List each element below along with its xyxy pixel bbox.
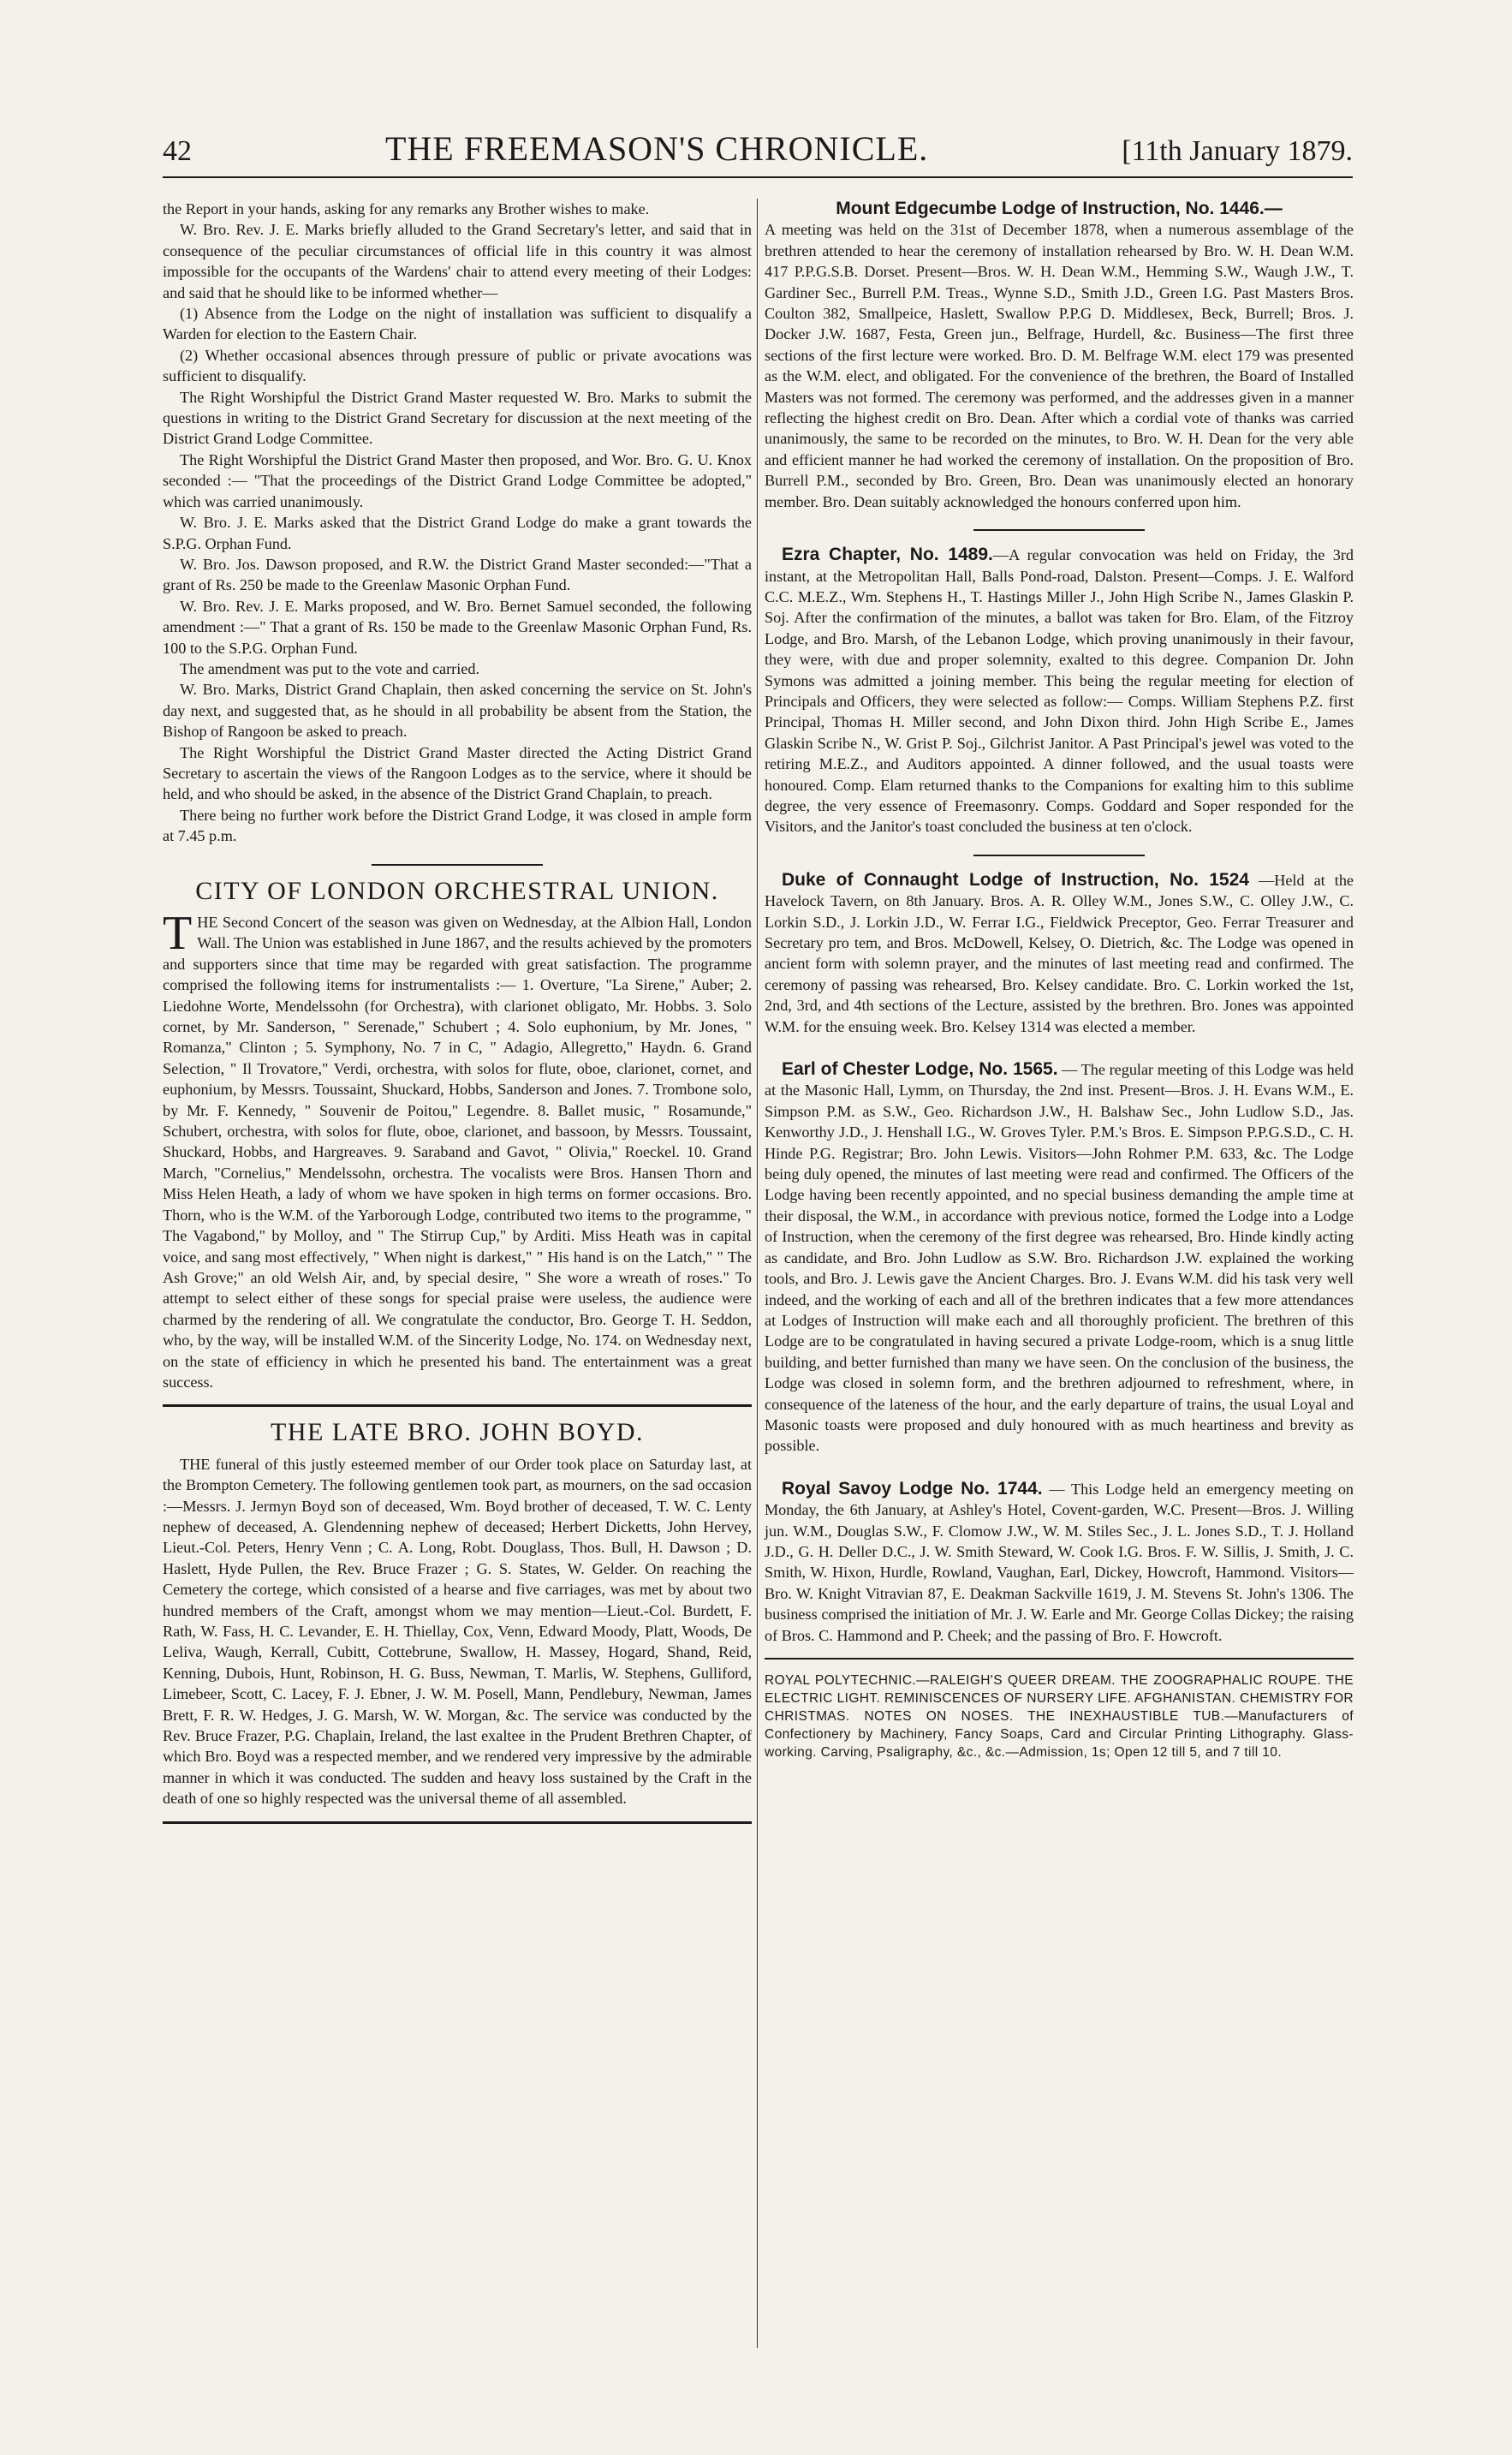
section-divider [163, 1821, 752, 1824]
ezra-heading: Ezra Chapter, No. 1489. [782, 545, 993, 565]
savoy-body: — This Lodge held an emergency meeting on Monday, the 6th January, at Ashley's Hotel, Covent-garden, W.C. Present—Bros. J. Willing jun. W.M., Douglas S.W., F. Clomow J.W., W. M. Stiles Sec., J. L. Jones S.D., T. J. Holland J.D., G. H. Deller D.C., J. W. Smith Steward, W. Cook I.G. Bros. F. W. Sillis, J. Smith, J. C. Smith, W. Hixon, Hurdle, Rowland, Vaughan, Earl, Dickey, Howcroft, Hammond. Visitors—Bro. W. Knight Vitravian 87, E. Deakman Sackville 1619, J. M. Stevens St. John's 1306. The business comprised the initiation of Mr. J. W. Earle and Mr. George Collas Dickey; the raising of Bros. C. Hammond and P. Cheek; and the passing of Bro. F. Howcroft. [765, 1480, 1354, 1644]
intro-paragraph: The Right Worshipful the District Grand Master directed the Acting District Grand Secretary to ascertain the views of the Rangoon Lodges as to the service, where it should be held, and who should be asked, in the absence of the District Grand Chaplain, to preach. [163, 743, 752, 803]
ezra-body: —A regular convocation was held on Friday, the 3rd instant, at the Metropolitan Hall, Balls Pond-road, Dalston. Present—Comps. J. E. Walford C.C. M.E.Z., Wm. Stephens H., T. Hastings Miller J., John High Scribe N., James Glaskin P. Soj. After the confirmation of the minutes, a ballot was taken for Bro. Elam, of the Fitzroy Lodge, and Bro. Marsh, of the Lebanon Lodge, which proving unanimously in their favour, they were, with due and proper solemnity, exalted to this degree. Companion Dr. John Symons was admitted a joining member. This being the regular meeting for election of Principals and Officers, they were selected as follow:— Comps. William Stephens P.Z. first Principal, Thomas H. Miller second, and John Dixon third. John High Scribe E., James Glaskin Scribe N., W. Grist P. Soj., Gilchrist Janitor. A Past Principal's jewel was voted to the retiring M.E.Z., and Auditors appointed. A dinner followed, and the usual toasts were honoured. Comp. Elam returned thanks to the Companions for exalting him to this sublime degree, the very essence of Freemasonry. Comps. Goddard and Soper responded for the Visitors, and the Janitor's toast concluded the business at ten o'clock. [765, 546, 1354, 836]
left-column [163, 199, 752, 1836]
issue-date: [11th January 1879. [1122, 135, 1353, 167]
mount-edgecumbe-body: A meeting was held on the 31st of December 1878, when a numerous assemblage of the brethren attended to hear the ceremony of installation rehearsed by Bro. W. H. Dean W.M. 417 P.P.G.S.B. Dorset. Present—Bros. W. H. Dean W.M., Hemming S.W., Waugh J.W., T. Gardiner Sec., Burrell P.M. Treas., Wynne S.D., Smith J.D., Green I.G. Past Masters Bros. Coulton 382, Smallpeice, Haslett, Swallow P.P.G D. Middlesex, Beck, Burrell; Bros. J. Docker J.W. 1687, Festa, Green jun., Belfrage, Hurdell, &c. Business—The first three sections of the first lecture were worked. Bro. D. M. Belfrage W.M. elect 179 was presented as the W.M. elect, and obligated. For the convenience of the brethren, the Board of Installed Masters was not formed. The ceremony was performed, and the addresses given in a manner reflecting the highest credit on Bro. Dean. After which a cordial vote of thanks was carried unanimously, the same to be recorded on the minutes, to Bro. W. H. Dean for the very able and efficient manner he had worked the ceremony of installation. On the proposition of Bro. Burrell P.M., seconded by Bro. Green, Bro. Dean was unanimously elected an honorary member. Bro. Dean suitably acknowledged the honours conferred upon him. [765, 221, 1354, 510]
page-number: 42 [163, 135, 192, 167]
section-divider [973, 529, 1145, 531]
section-divider [973, 855, 1145, 856]
chester-article [765, 1059, 1354, 1457]
connaught-body: —Held at the Havelock Tavern, on 8th January. Bros. A. R. Olley W.M., Jones S.W., C. Olley J.W., C. Lorkin S.D., J. Lorkin J.D., W. Ferrar I.G., Fieldwick Preceptor, Geo. Ferrar Treasurer and Secretary pro tem, and Bros. McDowell, Kelsey, O. Dietrich, &c. The Lodge was opened in ancient form with solemn prayer, and the minutes of last meeting read and confirmed. The ceremony of passing was rehearsed, Bro. Kelsey candidate. Bro. C. Lorkin worked the 1st, 2nd, 3rd, and 4th sections of the Lecture, assisted by the brethren. Bro. Jones was appointed W.M. for the ensuing week. Bro. Kelsey 1314 was elected a member. [765, 871, 1354, 1035]
intro-paragraph: The amendment was put to the vote and carried. [180, 659, 479, 677]
page-header [163, 128, 1353, 178]
mount-edgecumbe-heading: Mount Edgecumbe Lodge of Instruction, No. 1446.— [836, 199, 1283, 218]
section-divider [163, 1404, 752, 1407]
intro-paragraph: W. Bro. Jos. Dawson proposed, and R.W. the District Grand Master seconded:—"That a grant of Rs. 250 be made to the Greenlaw Masonic Orphan Fund. [163, 555, 752, 594]
intro-paragraph: W. Bro. Marks, District Grand Chaplain, then asked concerning the service on St. John's day next, and suggested that, as he should in all probability be absent from the Station, the Bishop of Rangoon be asked to preach. [163, 681, 752, 741]
section-divider [765, 1658, 1354, 1660]
intro-paragraph: The Right Worshipful the District Grand Master then proposed, and Wor. Bro. G. U. Knox seconded :— "That the proceedings of the District Grand Lodge Committee be adopted," which was carried unanimously. [163, 450, 752, 510]
intro-paragraph: There being no further work before the District Grand Lodge, it was closed in ample form at 7.45 p.m. [163, 806, 752, 845]
column-divider [757, 199, 758, 2348]
intro-paragraph: (1) Absence from the Lodge on the night of installation was sufficient to disqualify a Warden for election to the Eastern Chair. [163, 305, 752, 343]
ezra-article [765, 545, 1354, 837]
connaught-article [765, 870, 1354, 1037]
drop-cap: T [163, 907, 193, 960]
savoy-article [765, 1479, 1354, 1646]
orchestral-article [163, 907, 752, 1392]
savoy-heading: Royal Savoy Lodge No. 1744. [782, 1478, 1043, 1499]
chester-body: — The regular meeting of this Lodge was held at the Masonic Hall, Lymm, on Thursday, the 2nd inst. Present—Bros. J. H. Evans W.M., E. Simpson P.M. as S.W., Geo. Richardson J.W., H. Balshaw Sec., John Ludlow S.D., Jas. Kenworthy J.D., J. Henshall I.G., W. Groves Tyler. P.M.'s Bros. E. Simpson P.P.G.S.D., C. H. Hinde P.G. Registrar; Bro. John Lewis. Visitors—John Rohmer P.M. 633, &c. The Lodge being duly opened, the minutes of last meeting were read and confirmed. The Officers of the Lodge having been recently appointed, and no special business demanding the ample time at their disposal, the W.M., in accordance with previous notice, formed the Lodge into a Lodge of Instruction, when the ceremony of the first degree was rehearsed, Bro. Hinde kindly acting as candidate, and Bro. John Ludlow as S.W. Bro. Richardson J.W. explained the working tools, and Bro. J. Lewis gave the Ancient Charges. Bro. J. Evans W.M. did his task very well indeed, and the working of each and all of the brethren indicates that a few more attendances at Lodges of Instruction will make each and all thoroughly proficient. The brethren of this Lodge are to be congratulated in having secured a private Lodge-room, which is a snug little building, and better furnished than many we have seen. On the conclusion of the business, the Lodge was closed in solemn form, and the brethren adjourned to refreshment, where, in consequence of the lateness of the hour, and the early departure of trains, the usual Loyal and Masonic toasts were proposed and duly honoured with as much heartiness and brevity as possible. [765, 1061, 1354, 1455]
intro-paragraph: W. Bro. Rev. J. E. Marks proposed, and W. Bro. Bernet Samuel seconded, the following amendment :—" That a grant of Rs. 150 be made to the Greenlaw Masonic Orphan Fund, Rs. 100 to the S.P.G. Orphan Fund. [163, 597, 752, 657]
connaught-heading: Duke of Connaught Lodge of Instruction, No. 1524 [782, 869, 1249, 890]
orchestral-body: HE Second Concert of the season was given on Wednesday, at the Albion Hall, London Wall. The Union was established in June 1867, and the results achieved by the promoters and supporters since that time may be regarded with great satisfaction. The programme comprised the following items for instrumentalists :— 1. Overture, "La Sirene," Auber; 2. Liedohne Worte, Mendelssohn (for Orchestra), with clarionet obligato, Mr. Hobbs. 3. Solo cornet, by Mr. Sanderson, " Serenade," Schubert ; 4. Solo euphonium, by Mr. Jones, " Romanza," Clinton ; 5. Symphony, No. 7 in C, " Adagio, Allegretto," Haydn. 6. Grand Selection, " Il Trovatore," Verdi, orchestra, with solos for flute, oboe, clarionet, cornet, and euphonium, by Messrs. Toussaint, Shuckard, Hobbs, Sanderson and Jones. 7. Trombone solo, by Mr. F. Kennedy, " Souvenir de Poitou," Legendre. 8. Ballet music, " Rosamunde," Schubert, orchestra, with solos for flute, oboe, clarionet, and bassoon, by Messrs. Toussaint, Shuckard, Hobbs, and Hargreaves. 9. Saraband and Gavot, " Olivia," Roeckel. 10. Grand March, "Cornelius," Mendelssohn, orchestra. The vocalists were Bros. Hansen Thorn and Miss Helen Heath, a lady of whom we have spoken in high terms on former occasions. Bro. Thorn, who is the W.M. of the Yarborough Lodge, contributed two items to the programme, " The Vagabond," by Molloy, and " The Stirrup Cup," by Arditi. Miss Heath was in capital voice, and sang most effectively, " When night is darkest," " His hand is on the Latch," " The Ash Grove;" an old Welsh Air, and, by special desire, " She wore a wreath of roses." To attempt to select either of these songs for special praise were useless, the audience were charmed by the rendering of all. We congratulate the conductor, Bro. George T. H. Seddon, who, by the way, will be installed W.M. of the Sincerity Lodge, No. 174. on Wednesday next, on the state of efficiency in which he presented his band. The entertainment was a great success. [163, 914, 752, 1391]
polytechnic-advertisement: ROYAL POLYTECHNIC.—RALEIGH'S QUEER DREAM. THE ZOOGRAPHALIC ROUPE. THE ELECTRIC LIGHT. REMINISCENCES OF NURSERY LIFE. AFGHANISTAN. CHEMISTRY FOR CHRISTMAS. NOTES ON NOSES. THE INEXHAUSTIBLE TUB.—Manufacturers of Confectionery by Machinery, Fancy Soaps, Card and Circular Printing Lithography. Glass-working. Carving, Psaligraphy, &c., &c.—Admission, 1s; Open 12 till 5, and 7 till 10. [765, 1673, 1354, 1760]
orchestral-title: CITY OF LONDON ORCHESTRAL UNION. [195, 876, 719, 905]
intro-paragraph: W. Bro. Rev. J. E. Marks briefly alluded to the Grand Secretary's letter, and said that in consequence of the peculiar circumstances of official life in this country it was almost impossible for the occupants of the Wardens' chair to attend every meeting of their Lodges: and said that he should like to be informed whether— [163, 221, 752, 301]
boyd-title: THE LATE BRO. JOHN BOYD. [271, 1418, 644, 1447]
intro-paragraph: the Report in your hands, asking for any remarks any Brother wishes to make. [163, 200, 650, 217]
section-divider [372, 864, 543, 866]
intro-paragraph: (2) Whether occasional absences through pressure of public or private avocations was sufficient to disqualify. [163, 346, 752, 385]
boyd-body: THE funeral of this justly esteemed member of our Order took place on Saturday last, at the Brompton Cemetery. The following gentlemen took part, as mourners, on the sad occasion :—Messrs. J. Jermyn Boyd son of deceased, Wm. Boyd brother of deceased, T. W. C. Lenty nephew of deceased, A. Glendenning nephew of deceased; Herbert Dicketts, John Hervey, Lieut.-Col. Peters, Henry Venn ; C. A. Long, Robt. Douglass, Thos. Bull, H. Dawson ; D. Haslett, Hyde Pullen, the Rev. Bruce Frazer ; G. S. States, W. Gelder. On reaching the Cemetery the cortege, which consisted of a hearse and five carriages, was met by about two hundred members of the Craft, amongst whom we may mention—Lieut.-Col. Burdett, F. Rath, W. Fass, H. C. Levander, E. H. Thiellay, Cox, Venn, Edward Moody, Platt, Woods, De Leliva, Waugh, Kerrall, Cubitt, Cottebrune, Swallow, H. Massey, Hogard, Shand, Reid, Kenning, Dubois, Hunt, Robinson, H. G. Buss, Newman, T. Marlis, W. Stephens, Gulliford, Limebeer, Scott, C. Lacey, F. J. Ebner, J. W. M. Posell, Mann, Pendlebury, Newman, James Brett, F. R. W. Hedges, J. G. Marsh, W. W. Morgan, &c. The service was conducted by the Rev. Bruce Frazer, P.G. Chaplain, Ireland, the last exaltee in the Prudent Brethren Chapter, of which Bro. Boyd was a respected member, and we rendered very impressive by the admirable manner in which it was conducted. The sudden and heavy loss sustained by the Craft in the death of one so highly respected was the universal theme of all assembled. [163, 1455, 752, 1808]
right-column [765, 199, 1354, 1761]
intro-paragraph: W. Bro. J. E. Marks asked that the District Grand Lodge do make a grant towards the S.P.G. Orphan Fund. [163, 514, 752, 552]
intro-paragraph: The Right Worshipful the District Grand Master requested W. Bro. Marks to submit the questions in writing to the District Grand Secretary for discussion at the next meeting of the District Grand Lodge Committee. [163, 388, 752, 448]
publication-title: THE FREEMASON'S CHRONICLE. [384, 129, 929, 168]
chester-heading: Earl of Chester Lodge, No. 1565. [782, 1059, 1058, 1080]
